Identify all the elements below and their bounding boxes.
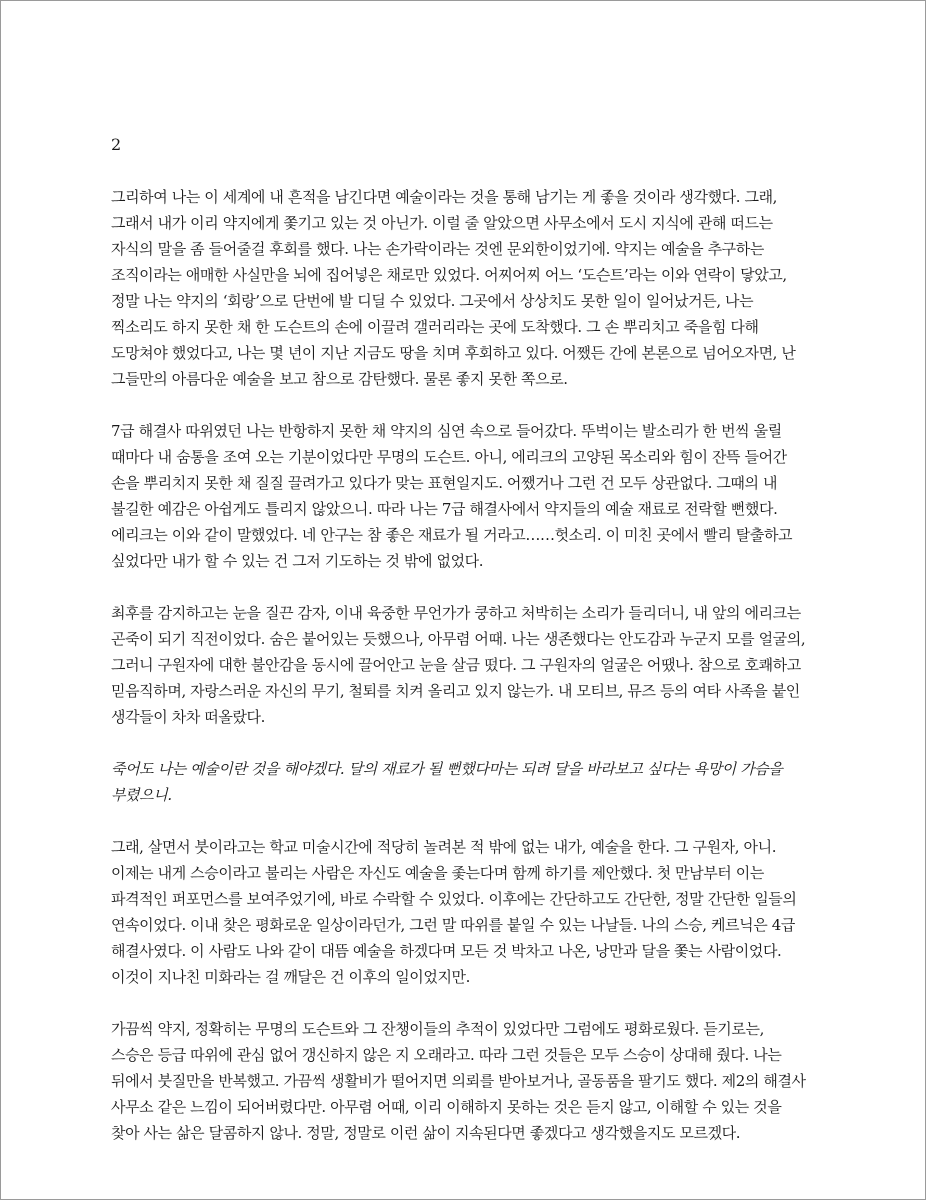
page-number: 2: [111, 135, 122, 154]
paragraph-1: 그리하여 나는 이 세계에 내 흔적을 남긴다면 예술이라는 것을 통해 남기는 게 좋을 것이라 생각했다. 그래, 그래서 내가 이리 약지에게 쫓기고 있는 것 아닌가. 이럴 줄 알았으면 사무소에서 도시 지식에 관해 떠드는 자식의 말을 좀 들어줄걸 후회를 했다. 나는 손가락이라는 것엔 문외한이었기에. 약지는 예술을 추구하는 조직이라는 애매한 사실만을 뇌에 집어넣은 채로만 있었다. 어찌어찌 어느 ‘도슨트’라는 이와 연락이 닿았고, 정말 나는 약지의 ‘회랑’으로 단번에 발 디딜 수 있었다. 그곳에서 상상치도 못한 일이 일어났거든, 나는 찍소리도 하지 못한 채 한 도슨트의 손에 이끌려 갤러리라는 곳에 도착했다. 그 손 뿌리치고 죽을힘 다해 도망쳐야 했었다고, 나는 몇 년이 지난 지금도 땅을 치며 후회하고 있다. 어쨌든 간에 본론으로 넘어오자면, 난 그들만의 아름다운 예술을 보고 참으로 감탄했다. 물론 좋지 못한 쪽으로.: [111, 188, 796, 388]
paragraph-6: 가끔씩 약지, 정확히는 무명의 도슨트와 그 잔챙이들의 추적이 있었다만 그럼에도 평화로웠다. 듣기로는, 스승은 등급 따위에 관심 없어 갱신하지 않은 지 오래라고. 따라 그런 것들은 모두 스승이 상대해 줬다. 나는 뒤에서 붓질만을 반복했고. 가끔씩 생활비가 떨어지면 의뢰를 받아보거나, 골동품을 팔기도 했다. 제2의 해결사 사무소 같은 느낌이 되어버렸다만. 아무렴 어때, 이리 이해하지 못하는 것은 듣지 않고, 이해할 수 있는 것을 찾아 사는 삶은 달콤하지 않나. 정말, 정말로 이런 삶이 지속된다면 좋겠다고 생각했을지도 모르겠다.: [111, 1020, 806, 1142]
paragraph-3: 최후를 감지하고는 눈을 질끈 감자, 이내 육중한 무언가가 쿵하고 처박히는 소리가 들리더니, 내 앞의 에리크는 곤죽이 되기 직전이었다. 숨은 붙어있는 듯했으나, 아무렴 어때. 나는 생존했다는 안도감과 누군지 모를 얼굴의, 그러니 구원자에 대한 불안감을 동시에 끌어안고 눈을 살금 떴다. 그 구원자의 얼굴은 어땠나. 참으로 호쾌하고 믿음직하며, 자랑스러운 자신의 무기, 철퇴를 치켜 올리고 있지 않는가. 내 모티브, 뮤즈 등의 여타 사족을 붙인 생각들이 차차 떠올랐다.: [111, 604, 806, 726]
paragraph-2: 7급 해결사 따위였던 나는 반항하지 못한 채 약지의 심연 속으로 들어갔다. 뚜벅이는 발소리가 한 번씩 울릴 때마다 내 숨통을 조여 오는 기분이었다만 무명의 도슨트. 아니, 에리크의 고양된 목소리와 힘이 잔뜩 들어간 손을 뿌리치지 못한 채 질질 끌려가고 있다가 맞는 표현일지도. 어쨌거나 그런 건 모두 상관없다. 그때의 내 불길한 예감은 아쉽게도 틀리지 않았으니. 따라 나는 7급 해결사에서 약지들의 예술 재료로 전락할 뻔했다. 에리크는 이와 같이 말했었다. 네 안구는 참 좋은 재료가 될 거라고……헛소리. 이 미친 곳에서 빨리 탈출하고 싶었다만 내가 할 수 있는 건 그저 기도하는 것 밖에 없었다.: [111, 422, 793, 570]
paragraph-5: 그래, 살면서 붓이라고는 학교 미술시간에 적당히 놀려본 적 밖에 없는 내가, 예술을 한다. 그 구원자, 아니. 이제는 내게 스승이라고 불리는 사람은 자신도 예술을 좇는다며 함께 하기를 제안했다. 첫 만남부터 이는 파격적인 퍼포먼스를 보여주었기에, 바로 수락할 수 있었다. 이후에는 간단하고도 간단한, 정말 간단한 일들의 연속이었다. 이내 찾은 평화로운 일상이라던가, 그런 말 따위를 붙일 수 있는 나날들. 나의 스승, 케르닉은 4급 해결사였다. 이 사람도 나와 같이 대뜸 예술을 하겠다며 모든 것 박차고 나온, 낭만과 달을 쫓는 사람이었다. 이것이 지나친 미화라는 걸 깨달은 건 이후의 일이었지만.: [111, 838, 797, 986]
paragraph-4-italic: 죽어도 나는 예술이란 것을 해야겠다. 달의 재료가 될 뻔했다마는 되려 달을 바라보고 싶다는 욕망이 가슴을 부렸으니.: [111, 760, 783, 804]
page-content: [111, 134, 831, 1172]
